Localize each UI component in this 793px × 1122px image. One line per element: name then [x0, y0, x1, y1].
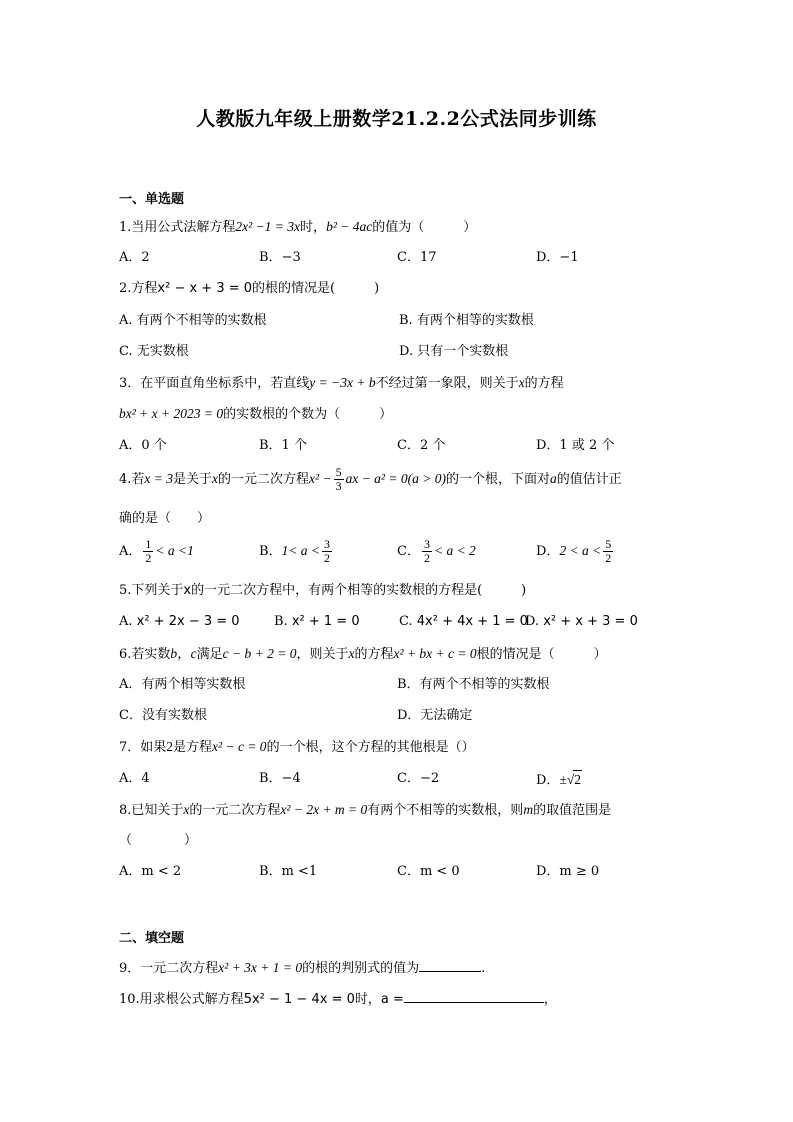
q7-option-d-radicand: 2 [574, 772, 582, 787]
q5-option-b-eq: x² + 1 = 0 [291, 614, 360, 629]
q8-equation: x² − 2x + m = 0 [280, 802, 368, 817]
q8-text-mid2: 有两个不相等的实数根，则 [367, 803, 524, 818]
q7-option-d-label: D． [536, 773, 560, 788]
q4-option-c-den: 2 [423, 551, 430, 565]
q3-equation-2: bx² + x + 2023 = 0 [119, 406, 224, 421]
q3-option-c: C．2 个 [397, 438, 446, 453]
question-4-line2: 确的是（ ） [119, 511, 211, 526]
q4-text-post2: 的值估计正 [556, 472, 622, 487]
q10-text-end: ， [543, 992, 557, 1007]
q8-text-mid: 的一元二次方程 [189, 803, 281, 818]
q5-option-c [399, 613, 528, 631]
q9-text-end: . [481, 961, 486, 976]
q9-answer-blank[interactable] [419, 957, 481, 972]
sqrt-icon: √ [566, 772, 575, 787]
q6-equation: c − b + 2 = 0 [222, 646, 297, 661]
q5-option-c-eq: 4x² + 4x + 1 = 0 [416, 614, 528, 629]
q3-text-post: 的方程 [524, 376, 564, 391]
q5-option-c-label: C. [399, 614, 413, 629]
question-3-line2 [119, 405, 392, 424]
q4-option-d-num: 5 [605, 537, 612, 551]
q4-option-d-pre: 2 < a < [559, 543, 602, 558]
q7-option-d-plusminus: ± [559, 772, 567, 787]
q7-option-a: A．4 [119, 771, 150, 786]
q4-equation-2b: ax − a² = 0(a > 0) [345, 471, 446, 486]
q4-option-a-fraction [143, 538, 153, 565]
q4-frac-num: 5 [335, 465, 342, 479]
q7-text-mid: 是方程 [173, 740, 213, 755]
q7-text: 7．如果 [119, 740, 167, 755]
q9-text-post: 的根的判别式的值为 [302, 961, 420, 976]
q4-option-c-num: 3 [423, 537, 430, 551]
q7-equation: x² − c = 0 [212, 739, 267, 754]
q5-option-a-eq: x² + 2x − 3 = 0 [136, 614, 240, 629]
q1-option-a: A．2 [119, 250, 150, 265]
question-6 [119, 645, 607, 664]
q4-option-d-fraction [603, 538, 613, 565]
q1-option-b: B．−3 [259, 250, 301, 265]
q7-option-c: C．−2 [397, 771, 440, 786]
q4-option-a-rest: < a <1 [155, 543, 194, 558]
q4-fraction [334, 466, 344, 493]
q4-text-mid1: 是关于 [173, 472, 213, 487]
q6-option-b: B．有两个不相等的实数根 [397, 677, 550, 692]
q4-variable-a: a [549, 471, 557, 486]
q6-option-a: A．有两个相等实数根 [119, 677, 246, 692]
q4-option-c-label: C． [397, 544, 420, 559]
q4-option-b-den: 2 [324, 551, 331, 565]
page-title: 人教版九年级上册数学21.2.2公式法同步训练 [196, 108, 597, 130]
q4-option-b-fraction [322, 538, 332, 565]
q8-variable-m: m [523, 802, 534, 817]
q4-option-c-rest: < a < 2 [433, 543, 476, 558]
question-5 [119, 582, 526, 600]
question-8-line2: （ ） [119, 833, 198, 848]
q10-variable: a = [380, 992, 404, 1007]
question-9 [119, 957, 485, 978]
q7-number: 2 [166, 739, 174, 754]
q5-text: 5.下列关于 [119, 583, 184, 598]
q1-option-d: D．−1 [536, 250, 579, 265]
q4-option-a-label: A． [119, 544, 142, 559]
q4-text-post: 的一个根，下面对 [445, 472, 550, 487]
q6-text-mid2: ，则关于 [296, 647, 349, 662]
q3-variable: x [518, 375, 525, 390]
q4-option-c-fraction [422, 538, 432, 565]
q3-text: 3．在平面直角坐标系中，若直线 [119, 376, 310, 391]
q8-option-a: A．m < 2 [119, 864, 182, 879]
q5-variable: x [183, 583, 192, 598]
q9-text: 9．一元二次方程 [119, 961, 219, 976]
q4-frac-den: 3 [335, 479, 342, 493]
q2-equation: x² − x + 3 = 0 [157, 281, 253, 296]
q9-equation: x² + 3x + 1 = 0 [218, 960, 303, 975]
q8-variable: x [183, 802, 190, 817]
q3-text-mid: 不经过第一象限，则关于 [375, 376, 519, 391]
q8-option-d: D．m ≥ 0 [536, 864, 600, 879]
q4-option-b-pre: 1< a < [281, 543, 321, 558]
q1-expression: b² − 4ac [326, 219, 373, 234]
q6-variables: b，c [170, 646, 197, 661]
q4-variable: x [212, 471, 219, 486]
q6-text-mid: 满足 [196, 647, 223, 662]
q10-text-mid: 时， [354, 992, 381, 1007]
section-heading-fill-in: 二、填空题 [119, 931, 185, 946]
q4-option-d-label: D． [536, 544, 560, 559]
q4-option-d-den: 2 [605, 551, 612, 565]
q8-option-b: B．m <1 [259, 864, 318, 879]
q7-option-b: B．−4 [259, 771, 301, 786]
q5-option-d-eq: x² + x + 3 = 0 [543, 614, 638, 629]
q6-option-d: D．无法确定 [397, 708, 473, 723]
q2-text: 2.方程 [119, 281, 158, 296]
q6-option-c: C．没有实数根 [119, 708, 207, 723]
q8-text: 8.已知关于 [119, 803, 184, 818]
q4-option-c [397, 538, 476, 565]
q5-option-b-label: B. [274, 614, 288, 629]
q1-text: 1.当用公式法解方程 [119, 220, 236, 235]
q6-text-mid3: 的方程 [354, 647, 394, 662]
q6-text: 6.若实数 [119, 647, 171, 662]
q8-text-post: 的取值范围是 [533, 803, 612, 818]
q6-equation-2: x² + bx + c = 0 [393, 646, 477, 661]
q4-equation-2a: x² − [309, 471, 332, 486]
q4-option-b [259, 538, 334, 565]
q3-option-b: B．1 个 [259, 438, 307, 453]
question-8 [119, 801, 611, 820]
q3-option-d: D．1 或 2 个 [536, 438, 615, 453]
section-heading-single-choice: 一、单选题 [119, 192, 185, 207]
q2-option-d: D. 只有一个实数根 [399, 344, 509, 359]
q4-option-a-num: 1 [145, 537, 152, 551]
q4-text-mid2: 的一元二次方程 [218, 472, 310, 487]
q3-equation: y = −3x + b [309, 375, 376, 390]
q4-option-d [536, 538, 615, 565]
q1-text-mid: 时， [300, 220, 327, 235]
q5-option-b [274, 613, 360, 631]
q7-option-d [536, 770, 582, 790]
q6-text-post: 根的情况是（ ） [476, 647, 607, 662]
q4-option-b-label: B． [259, 544, 282, 559]
q10-text: 10.用求根公式解方程 [119, 992, 244, 1007]
q1-text-post: 的值为（ ） [372, 220, 477, 235]
q5-option-d-label: D. [525, 614, 540, 629]
q1-equation: 2x² −1 = 3x [235, 219, 301, 234]
question-2 [119, 280, 379, 298]
q4-option-b-num: 3 [324, 537, 331, 551]
q10-answer-blank[interactable] [404, 988, 544, 1003]
q4-text: 4.若 [119, 472, 145, 487]
q6-variable: x [348, 646, 355, 661]
question-3 [119, 374, 564, 393]
q4-option-a [119, 538, 194, 565]
q3-text-line2: 的实数根的个数为（ ） [223, 407, 393, 422]
q1-option-c: C．17 [397, 250, 437, 265]
question-4 [119, 466, 622, 493]
q7-text-post: 的一个根，这个方程的其他根是（） [266, 740, 475, 755]
q8-option-c: C．m < 0 [397, 864, 460, 879]
q5-text-post: 的一元二次方程中，有两个相等的实数根的方程是( ) [191, 583, 527, 598]
q4-equation-1: x = 3 [144, 471, 174, 486]
question-1 [119, 218, 476, 237]
q2-option-a: A. 有两个不相等的实数根 [119, 313, 267, 328]
question-7 [119, 738, 475, 757]
q2-text-post: 的根的情况是( ) [252, 281, 380, 296]
q3-option-a: A．0 个 [119, 438, 167, 453]
q5-option-d [525, 613, 638, 631]
q5-option-a [119, 613, 240, 631]
q5-option-a-label: A. [119, 614, 133, 629]
question-10 [119, 988, 557, 1009]
q4-option-a-den: 2 [145, 551, 152, 565]
q2-option-b: B. 有两个相等的实数根 [399, 313, 534, 328]
q2-option-c: C. 无实数根 [119, 344, 189, 359]
q10-equation: 5x² − 1 − 4x = 0 [243, 992, 355, 1007]
